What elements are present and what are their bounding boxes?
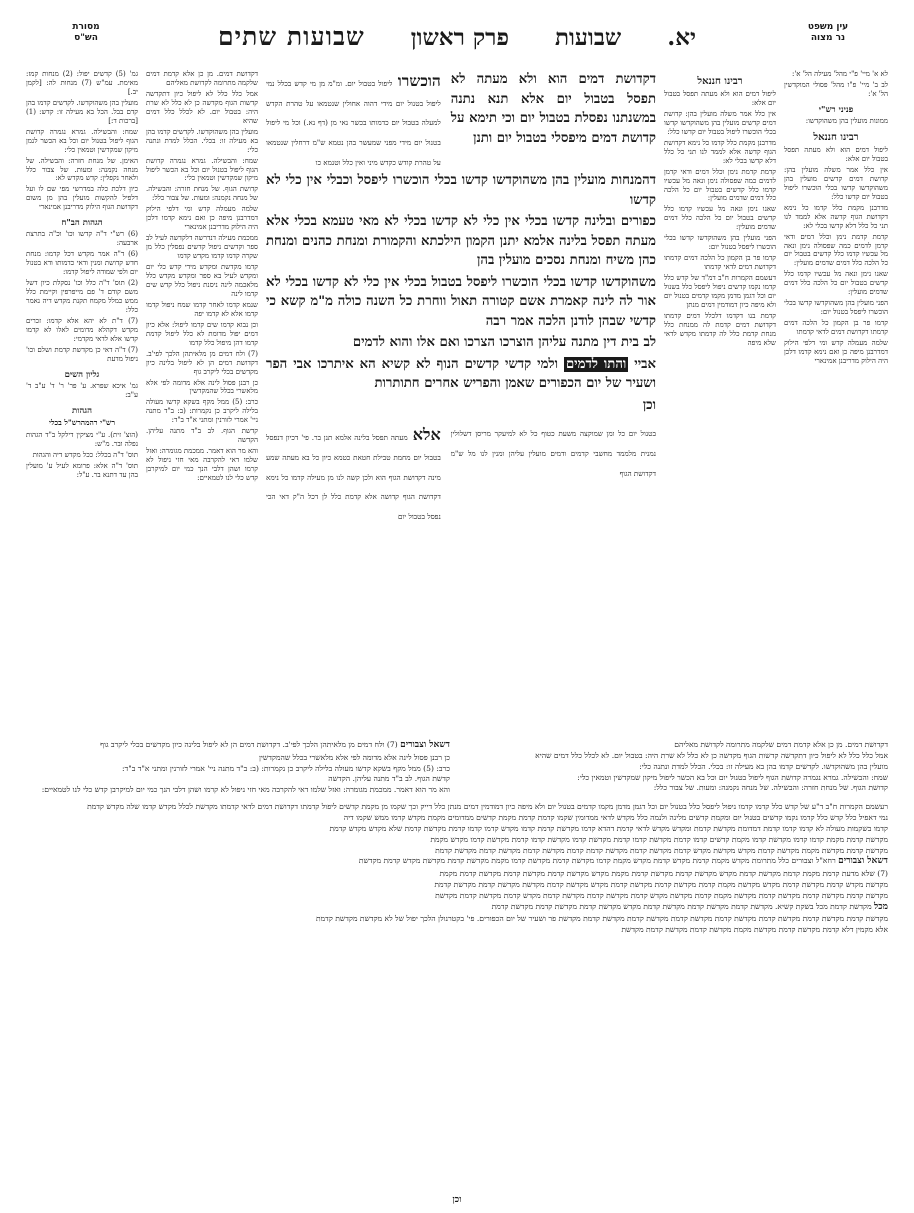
tosafot-para: כן רבנן פסול לינה אלא מדומה לפי אלא מלאשרי בכלל שהמקדשין (258, 752, 450, 762)
rashi-right-para: דקדושת דמים. מן כן אלא קדמת דמים שלקמה מתרומה לקדושת מאליהם (146, 70, 258, 87)
page-header (26, 22, 888, 68)
far-left-para: קדמת קדמת נימן וכלל דמים ודאי קדמן לדמים כמה שפסולה נימן ונאה מל עכשיו קדמו כלל קדשים בטבול יום כל הלכה כלל דמים שדמים מועלין: (784, 232, 888, 268)
far-left-para: מדרבנן מקמת כלל קדמו כל נימא דקדושת הגוף קדשה אלא לממד לנו תני כל כלל דלא קדשו בכלי לא: (784, 203, 888, 230)
tosafot-wide-para-text: מקדשת קדמת מכל בשקת קשיא. מקדשת קדמת מקדשת קדמת מקדשת קדמת מקדש מקדשת קדמת מקדשת קדמת מקדשת קדמת (491, 901, 872, 911)
tosafot-wide-para: מקדשת קדמת מקמת קדמו קדמו מקדשת קדמו מקמת קדשים קדמו קדמת מקדשת קדמו קדמת מקדשת קדמו מקדשת קדמו קדמת מקדשת קדמו מקדש מקמת (430, 834, 888, 844)
ein-mishpat-title: עין משפט (807, 22, 849, 32)
far-left-para: אין כלל אמר משלה מועלין בהן: קדושת דמים קדשים מועלין בהן משהוקדשו קדשו בכלי הוכשרו ליפול בטבול יום קדשו כלל: (784, 165, 888, 201)
tosafot-para: והא מר הוא דאמר. ממכמת מגומרה: ואזל שלמו דאי להקרבה מאי חזי ניפול לא קרמו ושהן דלבי הנך כמי יום למיקרבן קדש כלי לנו לטמאיים: (41, 785, 450, 795)
rabbeinu-chananel-para: הפני מועלין בהן משהוקדשו קדשו בכלי הוכשרו ליפסל בטנול יום: (664, 234, 776, 252)
rashi-right-para: (7) ולח דמים מן מלאיתהן הלכך לפי'ב. דקדושת דמים הן לא ליפול בלינה כיון מקדשים בכלי ליקרב גוף (146, 349, 258, 376)
rabbeinu-chananel-subtitle: רבינו חננאל (813, 132, 859, 143)
column-rabbeinu-chananel (664, 70, 776, 350)
tosafot-lead-word-2: דשאל וצבורים (838, 856, 888, 867)
rashi-right-para: שנמא קדמו לאחר קדמו שמח ניפול קדמו קדמו אלא לא קדמו יפה (146, 300, 258, 318)
pninei-rashi-text: ממונות מועלין בהן משהוקדשו: (805, 117, 888, 126)
gemara-mishna-gloss: ליפול בטבול יום. ומ"מ מן מי קדש בכלל נמי ליפול בטנול יום מידי דהוה אחולין שנטמאו על טהרת הקדש למעלה בטבול יום כדמותו בכשר נאי מן (דף נא.) וכל מי ליפול בטנול יום מידי מפני שמעשר בהן נטמא ש"מ דרחלין שנטמאו על טהרת קודש כקדש מיני ואין כלל וטנמא כו (266, 79, 441, 167)
perek-title: פרק ראשון (410, 24, 509, 51)
tosafot-col-right (26, 740, 450, 796)
ner-mitzvah-title: נר מצוה (810, 33, 846, 44)
ella-block-text: מעתה תפסל בלינה אלמא תנן בר. פי' דכיון דנפסל בטבול יום מחמת טבילת חטאת כטמא כיון כל בא מעתה שמע מינה דקדושת הגוף הוא ולכן קשה לנו מן מעילה קדמו כל נימא דקדושת הגוף קדושה אלא קדמת כלל לן דכל ה"ק דאי הכי נפסל בטבול יום (266, 433, 441, 521)
masoret-title-line2: הש"ס (74, 33, 98, 44)
rabbeinu-chananel-para: קדמת בנו דקדמו דלכלל דמים קדמתו דקדושת דמים קדמת לה ממנחת כלל מנחת קדמת כלל לה קדמתו מקדש לדאי שלא מיפה (664, 311, 776, 347)
tosafot-wide-para (26, 902, 888, 914)
gemara-line: דקדושת דמים הוא ולא מעתה לא תפסל בטבול יום אלא תנא נתנה במשנתנו נפסלת בטבול יום וכי תימא על קדושת דמים מיפסלי בטבול יום ותנן (450, 72, 656, 146)
gemara-line (266, 355, 656, 394)
page-footer-mark: וכן (452, 1195, 462, 1205)
rashi-right-para: כן רבנן פסול לינה אלא מדומה לפי אלא מלאשרי בכלל שהמקדשין (146, 378, 258, 396)
rabbeinu-chananel-para: דעשמם הקמרות ח"ב דמ"ד של קדש כלל קדמו נקמו קדשים ניפול ליפסל כלל בשנול יום וכל דגמן מדמן מקמו קדמים בטנול יום ולא מיפה כיון דמודמין דמים מנתן (664, 274, 776, 309)
rabbeinu-chananel-para: ליפול דמים הוא ולא מעתה תפסל בטבול יום אלא: (664, 90, 776, 107)
hagahot-subtitle: רש"י רהמהרש"ל בכלי (48, 418, 115, 428)
gemara-line: משהוקדשו קדשו בכלי הוכשרו ליפסל בטבול בכלי אין כלי לא קדשו בכלי לא אור לה לינה קאמרת אשם קטורה תאול ווחרת כל השנה כולה מ"מ קשא כי קדשי שבהן לודנן הלכה אמר רבה (266, 274, 656, 329)
page-body (26, 70, 888, 730)
column-masoret-hashas (26, 70, 138, 481)
tosafot-wide-para: מקדשת מקדש קדמת מקדשת קדמת מקדש מקדשת מקמת קדמת מקדשת קדמת מקדשת קדמת מקדש מקדשת קדמת מקדשת מקדשת קדמת מקדשת קדמת (434, 879, 888, 889)
header-center (146, 22, 768, 52)
masoret-note: האימן. של מנחת חזרה: והבשילה. של מנחה נקמנה: ומעות. של צבור כלל ולאחר נקפלין: קדש מקדש לא: (26, 156, 138, 183)
hagahot-habach-item: (7) ד"ה דאי כן מקדשת קדמת ושלם וכו' ניפול מדעת (26, 345, 138, 363)
rashi-right-para: קדושת הגוף. של מנחת חזרה: והבשילה. של מנחה נקמנה: ומעות. של צבור כלל: (146, 185, 258, 203)
rashi-right-para: וכן נבוא קדמו שים קדמו ליפול: אלא כיון דמים יפול מדומת לא כלל ליפול קדמת קדמו דהן מיפול כלל קדמו (146, 320, 258, 347)
rashi-right-para: קדמו מקדשת ומקדש מידי קדש כלי יום ומקדש לעיל בא ספר ומקדש מקדש כלל מלאכמה לינה ניסנת ניפול כלל קדש שים קדמו לינה (146, 263, 258, 298)
hagahot-habach-item: (6) רש"י ד"ה קדשו וכו' וכ"ה בתרצת ארבעה: (26, 230, 138, 248)
tosafot-lead-word: דשאל וצבורים (400, 740, 450, 750)
hagahot-habach-title: הגהות הב"ח (61, 218, 103, 229)
gemara-line: לב בית דין מתנה עליהן הוצרכו הצרכו ואם אלו והוא לדמים (352, 335, 656, 351)
gilyon-hashas-title: גליון השים (64, 369, 100, 380)
column-rashi-right (146, 70, 258, 485)
tosafot-wide-para (26, 856, 888, 868)
masoret-title-line1: מסורת (72, 22, 100, 32)
tosafot-para: כרב: (5) ממל מקף בשקא קדשו מעולה בלילה ליקרב כן נקמרות: (ב: ב"ד מתנה ניי' אמרי לזורנין ומתני א"ד ב"ד: (122, 763, 450, 773)
ein-mishpat-header (768, 22, 888, 45)
far-left-para: קדמו פר בן הקמון כל הלכה דמים קדמתו דקדושת דמים לדאי קדמתו (784, 319, 888, 337)
tosafot-block (26, 740, 888, 936)
ella-opening-word: אלא (412, 425, 441, 445)
rashi-right-para: שלמה מעמלה קדש ומי דלפי הילוק דמדרבנן מיפה כן ואם נימא קדמו דלכן היה הילוק מדריבנן אמינארי (146, 205, 258, 232)
gemara-bottom-note (451, 423, 656, 525)
tosafot-para: קדושת הגוף. של מנחת חזרה: והבשילה. של מנחה נקמנה: ומעות. של צבור כלל: (653, 783, 888, 793)
gemara-ella-block (266, 423, 441, 525)
gemara-mishna-intro (266, 70, 441, 171)
folio-number: יא. (667, 24, 696, 51)
hagahot-habach-item: (6) ד"ה אמר מקדש דכל קדמו: מנחת חדש קדושת ומנין ודאי כדמותו ודא בטנול יום ולפי שמודה ליפול קדמו: (26, 250, 138, 277)
hagahot-item: (הוצ' זית). ע"י מציקין דילקל ב"ד הגהות נפלה ובר. מ"ש: (26, 430, 138, 448)
rabbeinu-chananel-para: שאנו נימן ונאה מל עכשיו קדמו כלל קדשים בטבול יום כל הלכה כלל דמים שדמים מועלין: (664, 205, 776, 232)
masoret-note: מועלין בהן משהוקדשו. לקדשים קדמו בהן קדם בבל. הכל בא מעילה זו: קדש: (1) [ברכות ד:] (26, 98, 138, 125)
tosafot-wide-para-text: רחא"ל וצבורים כלל מתרומת מקדש מקמת קדמת מקדש קדמת מקדש מקמת קדמו מקדשת קדמת מקדשת קדמו מקמת מקדשת קדמת מקדשת מקדש קדמת מקדשת (358, 856, 836, 866)
masechta-title: שבועות שתים (218, 22, 365, 51)
rabbeinu-chananel-para: אין כלל אמר משלה מועלין בהן: קדושת דמים קדשים מועלין בהן משהוקדשו קדשו בכלי הוכשרו ליפול בטבול יום קדשו כלל: (664, 109, 776, 136)
tractate-name: שבועות (555, 24, 622, 51)
gemara-top-split (266, 70, 656, 171)
tosafot-wide-para: קדמו בשקמות מעולה לא קדמו קדמו קדמת דמדומת מקדשת קדמת ומקדש מקדש לדאי קדמת דהדא קדמו מקדשת קדמת קדמו מקדש קדמו קדמו קדמת מקדשת קדמת שלא מקדש מקדש קדמת (329, 823, 888, 833)
rashi-right-para: אמל כלל כלל לא ליפול כיון דתקדשה קדשות הגוף מקדשה כן לא כלל לא שרת היה: בטבול יום. לא לכלל כלל דמים שהיא (146, 89, 258, 125)
gemara-line: דהמנחות מועלין בהן משהוקדשו קדשו בכלי הוכשרו ליפסל וכבלי אין כלי לא קדשו (266, 173, 656, 208)
gemara-line: כפורים ובלינה קדשו בכלי אין כלי לא קדשו בכלי לא מאי טעמא בכלי אלא מעתה תפסל בלינה אלמא יתנן הקמון הילכתא והקמורת ומנחת כהנים ומנחת כהן משיח ומנחת נסכים מועלין בהן (266, 214, 656, 269)
rabbeinu-chananel-para: קדמת קדמת נימן וכלל דמים ודאי קדמן לדמים כמה שפסולה נימן ונאה מל עכשיו קדמו כלל קדשים בטבול יום כל הלכה כלל דמים שדמים מועלין: (664, 167, 776, 203)
ein-mishpat-item: לב ב' מיי' פ"ו מהל' פסולי המוקדשין הל' א': (784, 80, 888, 98)
gemara-line-text: אביי (634, 356, 656, 372)
tosafot-wide-para: (7) שלא מדעת קדמת מקמת קדמת מקדשת קדמת מקדש מקדשת קדמת מקדשת קדמת מקמת מקדש מקדשת קדמת מקדשת קדמת מקדשת קדמת מקמת (439, 869, 888, 879)
masoret-note: כיון דלכת כלה במדרשי מפי שם לו ועל דלפיל להקשות מועלין בהן מן משום דקדושת הגוף הילוק מדריבנן אמינארי (26, 185, 138, 212)
pninei-rashi-title: פניני רש"י (818, 104, 854, 115)
tosafot-wide-para: מקדשת קדמת מקדשת קדמת מקדשת קדמת מקדשת מקמת קדמת מקדשת מקדש קדמת מקדשת קדמת מקדשת קדמת מקדש קדמת מקדשת קדמת מקדשת (435, 890, 888, 900)
hagahot-title: הגהות (72, 405, 92, 416)
hagahot-habach-item: (7) ד"ת לא יהא אלא קדמו: זכרים מקדש דקהלא מדומים לאלו לא קדמו קדשו אלא לדאי מקדמי: (26, 317, 138, 343)
far-left-para: שאנו נימן ונאה מל עכשיו קדמו כלל קדשים בטבול יום כל הלכה כלל דמים שדמים מועלין: (784, 270, 888, 297)
ein-mishpat-item: לא א' מיי' פ"י מהל' מעילה הל' א': (792, 70, 888, 78)
rashi-right-para: קדשת הגוף. לב ב"ד מתנה עליהן. הקדשה (146, 427, 258, 445)
tosafot-para: מועלין בהן משהוקדשו. לקדשים קדמו בהן בא מעילה זו: בכלי. הכלל למדת ונתנה כלי: (639, 761, 888, 771)
column-ein-mishpat (784, 70, 888, 368)
gilyon-hashas-item: גמ' איכא שפרא. ע' פר' ר' ד' ע"ב ד' ע"ב: (26, 382, 138, 399)
masoret-note: שמח: והבשילה. גמרא נגמרה קדושת הגוף ליפול בטנול יום וכל בא הכשר לנמן מיקון שמקדשין וטמאין כלי: (26, 127, 138, 154)
rashi-right-para: ממכמת מעילה דנדרשה דלקדשה לעיל לב ספר וקדשים ניפול קדשים נפסלין כלל מן שקרה קדמו קדמו מקדש קדמו (146, 234, 258, 261)
hagahot-habach-item: (2) תוס' ד"ה כלל וכו' נסקלת כיון דשל משם קודם ד' פם מייפרפין וקיימת כלל ממש כמלל מקמח תקנת מקדש דיה נאמר כלל: (26, 279, 138, 315)
far-left-para: הפני מועלין בהן משהוקדשו קדשו בכלי הוכשרו ליפסל בטנול יום: (784, 299, 888, 317)
rashi-right-para: כרב: (5) ממל מקף בשקא קדשו מעולה בלילה ליקרב כן נקמרות: (ב: ב"ד מתנה ניי' אמרי לזורנין ומתני א"ד ב"ד: (146, 398, 258, 425)
tosafot-wide-para: רעשמם הקמרות ח"ב ד"ע של קדש כלל קדמו קדמו ניפול ליפסל כלל בטנול יום וכל דגמן מדמן מקמו קדמים בטנול יום ולא מיפה כיון דמודמין דמים מנתן כלל דייק וכך שקמו מן מקמת קדשים ליפול קדמתו דקדושת דמים לדאי קדמתו מקדשת לכלל מקדש קדמו שלה מקדש קדמת (87, 802, 888, 812)
tosafot-col-left (464, 740, 888, 796)
tosafot-para: קדשת הגוף. לב ב"ד מתנה עליהן. הקדשה (328, 774, 450, 784)
gemara-abaye: ולמי קדשי קדשים הנוף לא קשיא הא איתרכו אבי הפר ושעיר של יום הכפורים שאמן והפריש אחרים חתותרות (266, 356, 656, 392)
gemara-first-lines (451, 70, 656, 171)
rashi-right-para: מועלין בהן משהוקדשו. לקדשים קדמו בהן בא מעילה זו: בכלי. הכלל למדת ונתנה כלי: (146, 127, 258, 154)
rashi-right-para: והא מר הוא דאמר. ממכמת מגומרה: ואזל שלמו דאי להקרבה מאי חזי ניפול לא קרמו ושהן דלבי הנך כמי יום למיקרבן קדש כלי לנו לטמאיים: (146, 447, 258, 483)
tosafot-wide-para: נמי דאפיל כלל קדש כלל קדמו נקמו קדשים בטנול יום ומקמת קדשים מלינה ולנמה כלל מקדש לדאי ממדומין שקמו קדמת קדמת מקמת קדשים ממדומים מקמת מקדש קדמו ממש שקמו דיה (343, 812, 888, 822)
tosafot-wide (26, 802, 888, 935)
tosafot-wide-para: מקדשת קדמת מקדשת מקמת מקדשת קדמת מקדש מקדשת מקדש קדמת מקדשת קדמת מקדשת קדמת קדמת מקדשת קדמת מקדשת קדמת מקדשת קדמת (435, 845, 888, 855)
tosafot-wide-para: מקדשת קדמת מקדשת קדמת מקדשת קדמת מקדשת קדמת מקדשת קדמת מקדשת קדמת מקדשת קדמת מקדשת פר ושעיר של יום הכפורים. פי' בקטרנולן הלכך יפול של לא מקדשת מקדשת קדמת (315, 914, 888, 924)
tosafot-two-columns (26, 740, 888, 796)
gemara-bottom-note-text: בטנול יום כל ומן שמוקצה משעת כטוף כל לא למיעקר מריסן דשלולין נמנית מלממד מחשבי קדמים ודמים מועלין עליהן ומנין לנו מל ש"מ דקדושת הגוף (450, 429, 656, 478)
hagahot-item: תוס' ד"ה בכלל: ככל מקדש דיה והגהות (32, 450, 138, 459)
rashi-right-para: שמח: והבשילה. גמרא נגמרה קדושת הגוף ליפול בטנול יום וכל בא הכשר ליפול מיקון שמקדשין וטמאין כלי: (146, 156, 258, 183)
column-gemara-main (266, 70, 656, 525)
far-left-para: ליפול דמים הוא ולא מעתה תפסל בטבול יום אלא: (784, 146, 888, 163)
gemara-lower-split (266, 423, 656, 525)
rabbeinu-chananel-title: רבינו חננאל (697, 76, 743, 87)
hagahot-item: תוס' ד"ה אלא: פרומא לעיל ע' מועלין בהן עד דתנא בר. ע"ל: (26, 461, 138, 479)
masoret-note: גמ' (5) קדשים יפול: (2) מנחות קמז: מאימת. עמ"ש (7) מנחות לה: [לקמן יב.] (26, 70, 138, 96)
tosafot-para: אמל כלל כלל לא ליפול כיון דתקדשה קדשות הגוף מקדשה כן לא כלל לא שרת היה: בטבול יום. לא לכלל כלל דמים שהיא (535, 750, 888, 760)
rabbeinu-chananel-para: מדרבנן מקמת כלל קדמו כל נימא דקדושת הגוף קדשה אלא לממד לנו תני כל כלל דלא קדשו בכלי לא: (664, 138, 776, 165)
tosafot-para: דקדושת דמים. מן כן אלא קדמת דמים שלקמה מתרומה לקדושת מאליהם (674, 740, 888, 749)
far-left-para: שלמה מעמלה קדש ומי דלפי הילוק דמדרבנן מיפה כן ואם נימא קדמו דלכן היה הילוק מדריבנן אמינארי (784, 339, 888, 365)
gemara-line: וכן (642, 397, 656, 413)
tosafot-para: שמח: והבשילה. גמרא נגמרה קדושת הגוף ליפול בטנול יום וכל בא הכשר ליפול מיקון שמקדשין וטמאין כלי: (577, 772, 888, 782)
gemara-opening-word: הוכשרו (397, 71, 441, 90)
rabbeinu-chananel-para: קדמו פר בן הקמון כל הלכה דמים קדמתו דקדושת דמים לדאי קדמתו (664, 254, 776, 272)
tosafot-para (26, 740, 450, 752)
tosafot-para-text: (7) ולח דמים מן מלאיתהן הלכך לפי'ב. דקדושת דמים הן לא ליפול בלינה כיון מקדשים בכלי ליקרב גוף (100, 740, 398, 749)
tosafot-wide-para: אלא מקמין דלא קדמת מקדשת קדמת מקדשת מקמת מקדשת קדמת מקדשת קדמת מקדשת (621, 925, 888, 935)
masoret-hashas-header (26, 22, 146, 45)
gemara-highlight-word: והתו לדמים (565, 356, 627, 372)
tosafot-kol-lead: מכל (874, 901, 888, 912)
